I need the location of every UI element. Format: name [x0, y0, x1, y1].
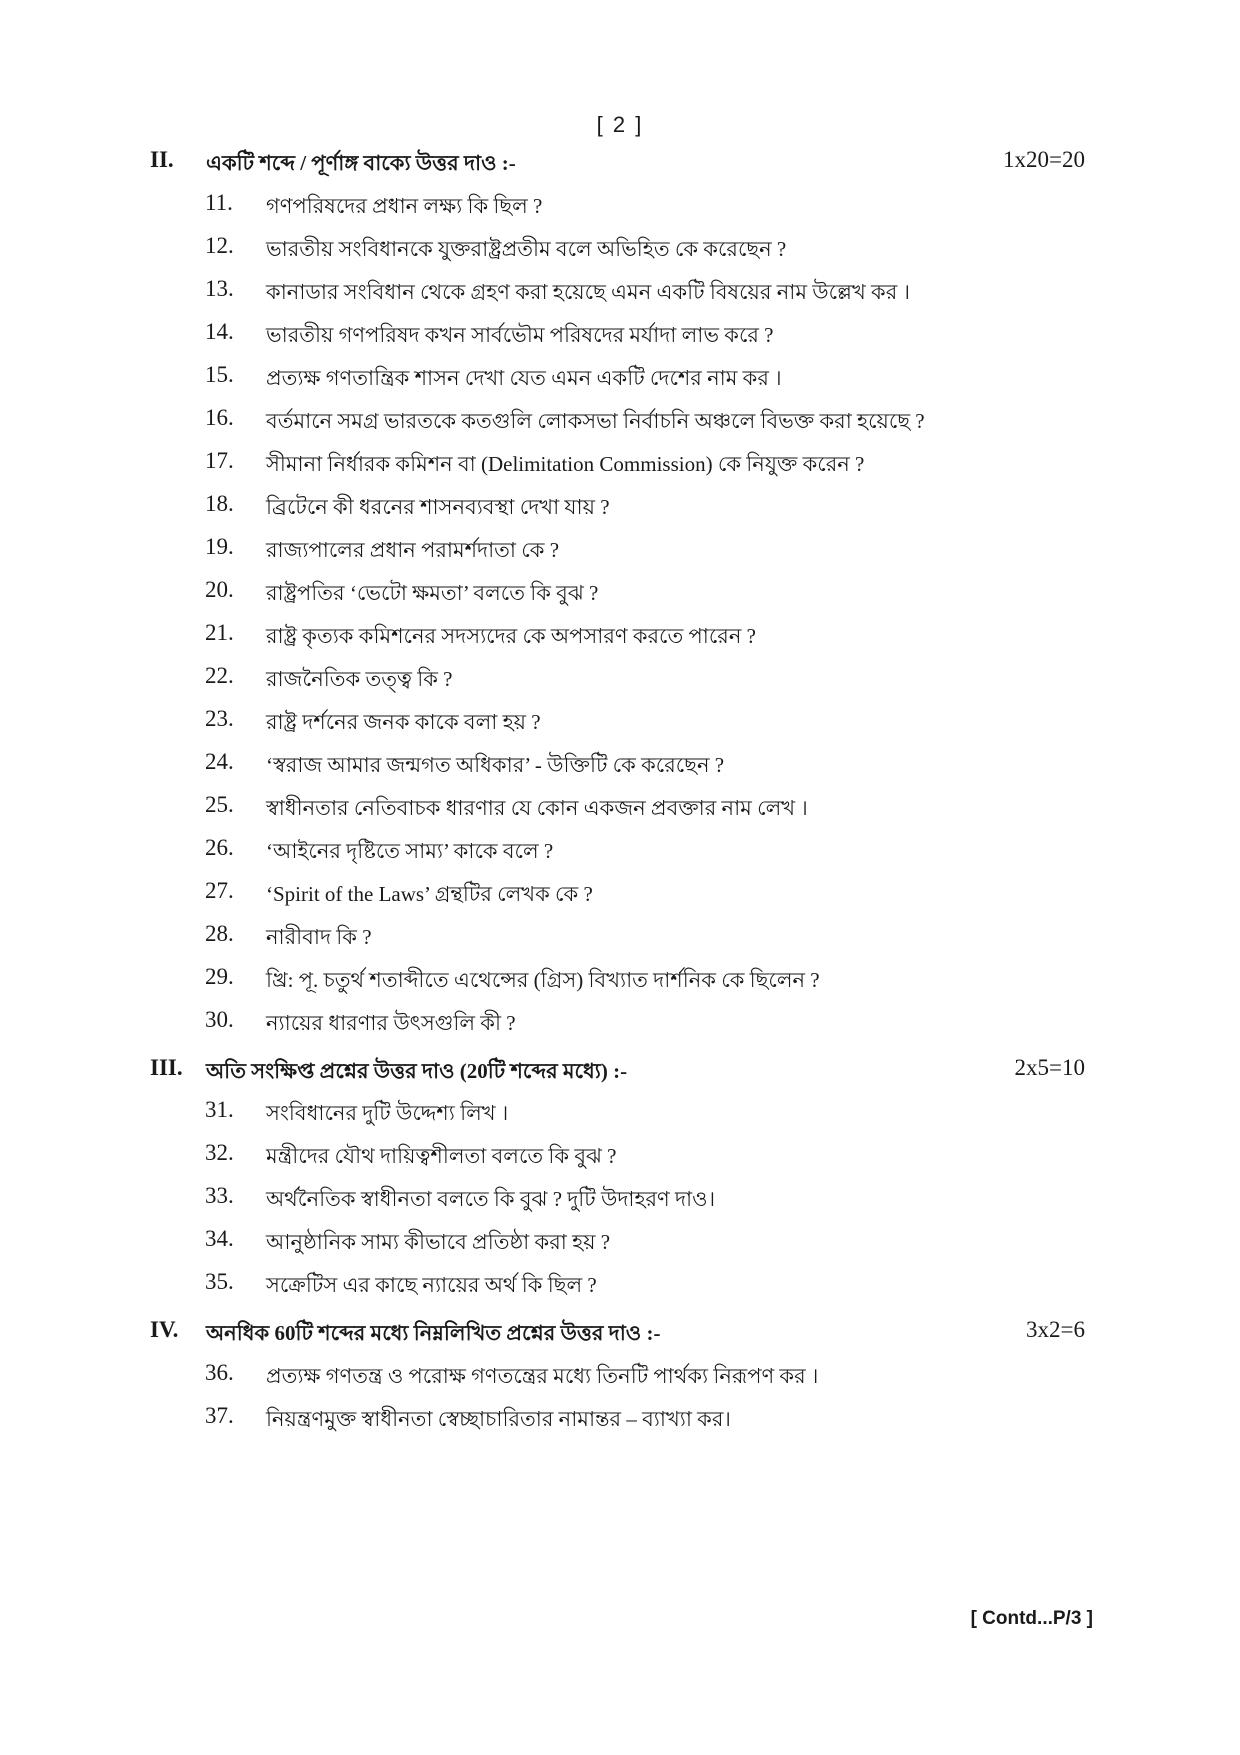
question-text: অর্থনৈতিক স্বাধীনতা বলতে কি বুঝ ? দুটি উদাহরণ দাও। [266, 1187, 716, 1211]
section-marks: 2x5=10 [1014, 1055, 1085, 1080]
continued-note: [ Contd...P/3 ] [970, 1608, 1093, 1629]
question-text: প্রত্যক্ষ গণতান্ত্রিক শাসন দেখা যেত এমন একটি দেশের নাম কর । [266, 366, 782, 390]
question-number: 27. [205, 878, 234, 903]
question-number: 21. [205, 620, 234, 645]
question-number: 17. [205, 448, 234, 473]
section-header-iii [150, 1055, 1085, 1095]
question-text: রাষ্ট্রপতির ‘ভেটো ক্ষমতা’ বলতে কি বুঝ ? [266, 581, 599, 605]
question-number: 34. [205, 1226, 234, 1251]
question-number: 37. [205, 1403, 234, 1428]
question-number: 22. [205, 663, 234, 688]
question-text: গণপরিষদের প্রধান লক্ষ্য কি ছিল ? [266, 194, 543, 218]
question-text: আনুষ্ঠানিক সাম্য কীভাবে প্রতিষ্ঠা করা হয় ? [266, 1230, 611, 1254]
question-number: 13. [205, 276, 234, 301]
question-number: 31. [205, 1097, 234, 1122]
question-number: 24. [205, 749, 234, 774]
section-title: অনধিক 60টি শব্দের মধ্যে নিম্নলিখিত প্রশ্নের উত্তর দাও :- [206, 1321, 661, 1345]
question-text: সীমানা নির্ধারক কমিশন বা (Delimitation Commission) কে নিযুক্ত করেন ? [266, 452, 865, 476]
question-text: রাজনৈতিক তত্ত্ব কি ? [266, 667, 453, 691]
question-number: 23. [205, 706, 234, 731]
question-text: সংবিধানের দুটি উদ্দেশ্য লিখ । [266, 1101, 509, 1125]
question-text: সক্রেটিস এর কাছে ন্যায়ের অর্থ কি ছিল ? [266, 1273, 597, 1297]
question-number: 30. [205, 1007, 234, 1032]
question-text: নারীবাদ কি ? [266, 925, 372, 949]
question-text: রাষ্ট্র কৃত্যক কমিশনের সদস্যদের কে অপসারণ করতে পারেন ? [266, 624, 756, 648]
question-text: ‘স্বরাজ আমার জন্মগত অধিকার’ - উক্তিটি কে করেছেন ? [266, 753, 725, 777]
section-title: একটি শব্দে / পূর্ণাঙ্গ বাক্যে উত্তর দাও :- [206, 151, 516, 175]
question-text: ‘আইনের দৃষ্টিতে সাম্য’ কাকে বলে ? [266, 839, 554, 863]
question-text: ব্রিটেনে কী ধরনের শাসনব্যবস্থা দেখা যায় ? [266, 495, 610, 519]
question-number: 15. [205, 362, 234, 387]
question-text: ‘Spirit of the Laws’ গ্রন্থটির লেখক কে ? [266, 882, 593, 906]
question-text: খ্রি: পূ. চতুর্থ শতাব্দীতে এথেন্সের (গ্রিস) বিখ্যাত দার্শনিক কে ছিলেন ? [266, 968, 820, 992]
question-number: 18. [205, 491, 234, 516]
question-number: 19. [205, 534, 234, 559]
question-text: নিয়ন্ত্রণমুক্ত স্বাধীনতা স্বেচ্ছাচারিতার নামান্তর – ব্যাখ্যা কর। [266, 1407, 731, 1431]
page-number: [ 2 ] [596, 112, 644, 137]
question-number: 16. [205, 405, 234, 430]
question-text: ভারতীয় গণপরিষদ কখন সার্বভৌম পরিষদের মর্যাদা লাভ করে ? [266, 323, 774, 347]
question-text: বর্তমানে সমগ্র ভারতকে কতগুলি লোকসভা নির্বাচনি অঞ্চলে বিভক্ত করা হয়েছে ? [266, 409, 925, 433]
section-number: III. [150, 1055, 183, 1080]
question-number: 32. [205, 1140, 234, 1165]
question-number: 25. [205, 792, 234, 817]
section-header-ii [150, 147, 1085, 187]
question-number: 35. [205, 1269, 234, 1294]
question-text: প্রত্যক্ষ গণতন্ত্র ও পরোক্ষ গণতন্ত্রের মধ্যে তিনটি পার্থক্য নিরূপণ কর । [266, 1364, 819, 1388]
question-text: ন্যায়ের ধারণার উৎসগুলি কী ? [266, 1011, 516, 1035]
question-number: 20. [205, 577, 234, 602]
question-text: স্বাধীনতার নেতিবাচক ধারণার যে কোন একজন প্রবক্তার নাম লেখ । [266, 796, 808, 820]
question-number: 12. [205, 233, 234, 258]
question-number: 11. [205, 190, 233, 215]
section-header-iv [150, 1317, 1085, 1357]
section-marks: 3x2=6 [1026, 1317, 1085, 1342]
question-number: 33. [205, 1183, 234, 1208]
question-text: রাষ্ট্র দর্শনের জনক কাকে বলা হয় ? [266, 710, 541, 734]
question-text: কানাডার সংবিধান থেকে গ্রহণ করা হয়েছে এমন একটি বিষয়ের নাম উল্লেখ কর । [266, 280, 911, 304]
question-text: রাজ্যপালের প্রধান পরামর্শদাতা কে ? [266, 538, 560, 562]
question-number: 14. [205, 319, 234, 344]
question-number: 28. [205, 921, 234, 946]
question-number: 26. [205, 835, 234, 860]
question-number: 29. [205, 964, 234, 989]
question-text: ভারতীয় সংবিধানকে যুক্তরাষ্ট্রপ্রতীম বলে অভিহিত কে করেছেন ? [266, 237, 787, 261]
section-marks: 1x20=20 [1003, 147, 1085, 172]
question-number: 36. [205, 1360, 234, 1385]
question-text: মন্ত্রীদের যৌথ দায়িত্বশীলতা বলতে কি বুঝ ? [266, 1144, 617, 1168]
section-number: II. [150, 147, 174, 172]
section-number: IV. [150, 1317, 179, 1342]
section-title: অতি সংক্ষিপ্ত প্রশ্নের উত্তর দাও (20টি শব্দের মধ্যে) :- [206, 1059, 628, 1083]
